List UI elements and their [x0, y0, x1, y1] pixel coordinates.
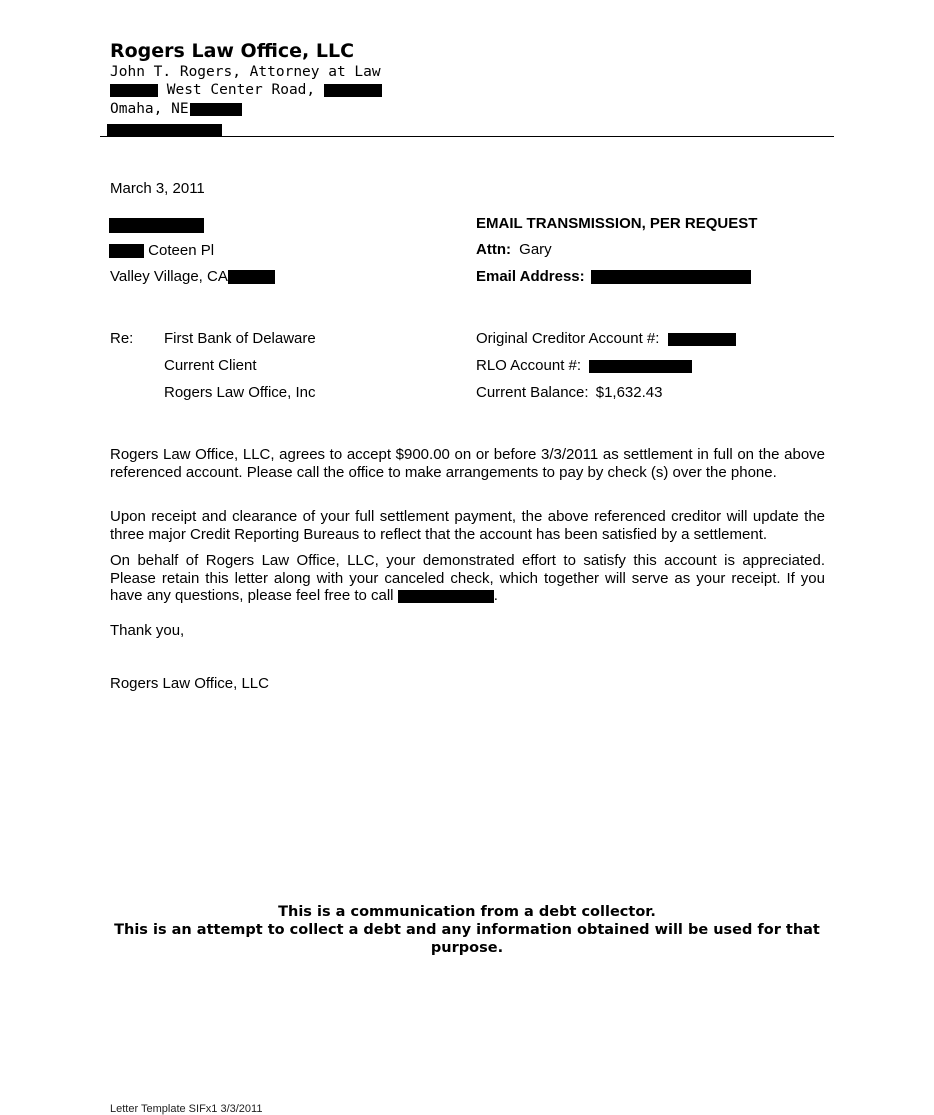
notice-line-2: This is an attempt to collect a debt and any information obtained will be used for that purpose. [114, 922, 820, 956]
letterhead-city: Omaha, NE [110, 101, 189, 117]
redaction-bar [228, 270, 275, 284]
reference-line-2: Current Client [164, 357, 257, 374]
credit-reporting-paragraph: Upon receipt and clearance of your full settlement payment, the above referenced creditor will update the three major Credit Reporting Bureaus to reflect that the account has been satisfied by a settlement. [110, 508, 825, 543]
redaction-bar [324, 84, 382, 97]
redaction-bar [398, 590, 494, 603]
balance-line [476, 384, 662, 401]
template-footer: Letter Template SIFx1 3/3/2011 [110, 1103, 263, 1115]
re-label: Re: [110, 330, 134, 347]
signature: Rogers Law Office, LLC [110, 675, 269, 692]
letter-date: March 3, 2011 [110, 180, 205, 197]
closing-paragraph-end: . [493, 587, 498, 604]
debt-collector-notice [100, 903, 834, 957]
email-line [476, 268, 751, 285]
recipient-name [109, 216, 204, 233]
recipient-city: Valley Village, CA [110, 268, 228, 285]
redaction-bar [190, 103, 242, 116]
settlement-paragraph: Rogers Law Office, LLC, agrees to accept $900.00 on or before 3/3/2011 as settlement in full on the above referenced account. Please call the office to make arrangements to pay by check (s) over the phone. [110, 446, 825, 481]
attn-label: Attn: [476, 241, 511, 258]
redaction-bar [107, 124, 222, 137]
closing-salutation: Thank you, [110, 622, 185, 639]
redaction-bar [109, 218, 204, 233]
letterhead-street: West Center Road, [166, 82, 316, 98]
redaction-bar [589, 360, 692, 373]
balance-label: Current Balance: [476, 384, 589, 401]
closing-paragraph [110, 552, 825, 605]
redaction-bar [109, 244, 144, 258]
original-account-line [476, 330, 736, 347]
closing-paragraph-text: On behalf of Rogers Law Office, LLC, your demonstrated effort to satisfy this account is appreciated. Please retain this letter along with your canceled check, which together will serve as your receipt. If you have any questions, please feel free to call [110, 552, 825, 604]
redaction-bar [591, 270, 751, 284]
letterhead-street-line [110, 82, 382, 98]
rlo-account-label: RLO Account #: [476, 357, 582, 374]
reference-line-3: Rogers Law Office, Inc [164, 384, 316, 401]
reference-line-1: First Bank of Delaware [164, 330, 316, 347]
original-account-label: Original Creditor Account #: [476, 330, 660, 347]
redaction-bar [110, 84, 158, 97]
recipient-street: Coteen Pl [148, 242, 215, 259]
firm-name: Rogers Law Office, LLC [110, 40, 355, 62]
email-label: Email Address: [476, 268, 585, 285]
attn-line [476, 241, 552, 258]
recipient-city-line [110, 268, 275, 285]
attn-value: Gary [519, 241, 552, 258]
notice-line-1: This is a communication from a debt collector. [278, 904, 656, 920]
balance-value: $1,632.43 [595, 384, 663, 401]
attorney-line: John T. Rogers, Attorney at Law [110, 64, 381, 80]
letterhead-city-line [110, 101, 242, 117]
recipient-street-line [109, 242, 214, 259]
rlo-account-line [476, 357, 692, 374]
redaction-bar [668, 333, 736, 346]
letterhead-divider [100, 136, 834, 137]
transmission-heading: EMAIL TRANSMISSION, PER REQUEST [476, 215, 758, 232]
